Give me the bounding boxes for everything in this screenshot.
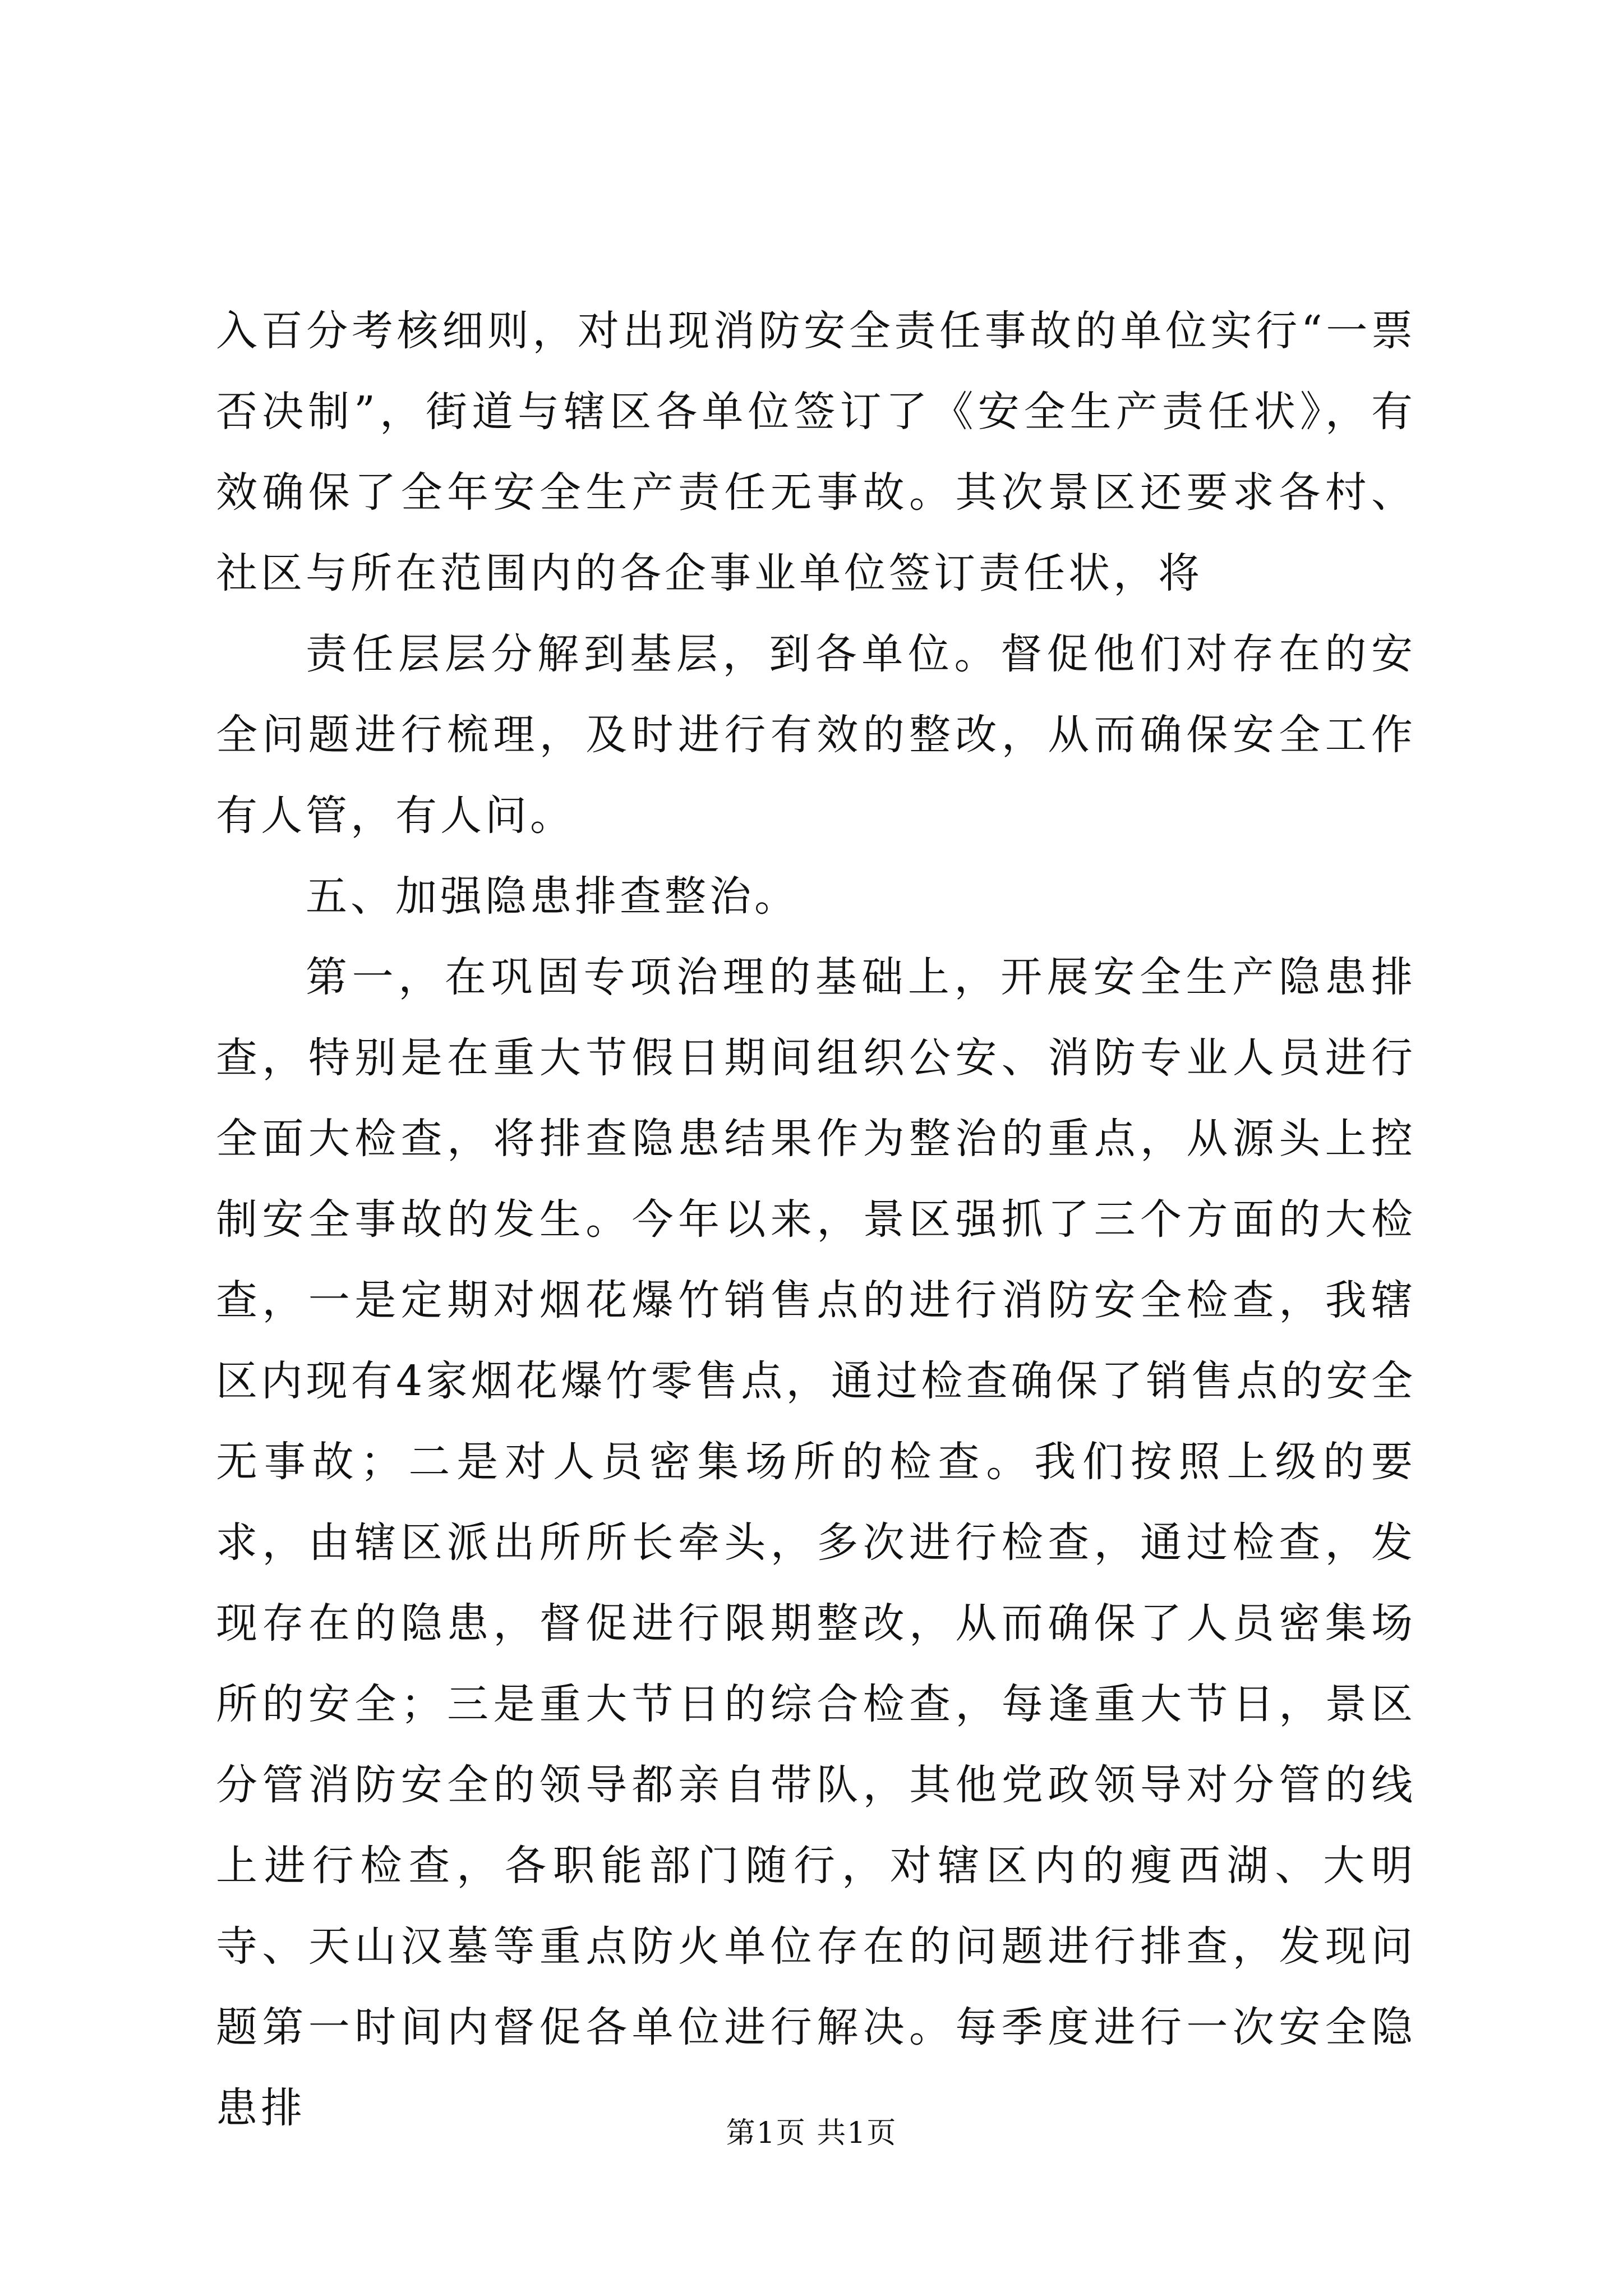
page-footer [0,2114,1623,2153]
section-heading: 五、加强隐患排查整治。 [306,872,799,921]
document-body [216,291,1416,2148]
paragraph-inspection: 第一，在巩固专项治理的基础上，开展安全生产隐患排查，特别是在重大节假日期间组织公安、消防专业人员进行全面大检查，将排查隐患结果作为整治的重点，从源头上控制安全事故的发生。今年以来，景区强抓了三个方面的大检查，一是定期对烟花爆竹销售点的进行消防安全检查，我辖区内现有4家烟花爆竹零售点，通过检查确保了销售点的安全无事故；二是对人员密集场所的检查。我们按照上级的要求，由辖区派出所所长牵头，多次进行检查，通过检查，发现存在的隐患，督促进行限期整改，从而确保了人员密集场所的安全；三是重大节日的综合检查，每逢重大节日，景区分管消防安全的领导都亲自带队，其他党政领导对分管的线上进行检查，各职能部门随行，对辖区内的瘦西湖、大明寺、天山汉墓等重点防火单位存在的问题进行排查，发现问题第一时间内督促各单位进行解决。每季度进行一次安全隐患排 [216,953,1416,2132]
paragraph-responsibility: 责任层层分解到基层，到各单位。督促他们对存在的安全问题进行梳理，及时进行有效的整改，从而确保安全工作有人管，有人问。 [216,630,1416,840]
page-number-label: 第1页 共1页 [726,2116,897,2150]
paragraph-continued: 入百分考核细则，对出现消防安全责任事故的单位实行“一票否决制”，街道与辖区各单位签订了《安全生产责任状》，有效确保了全年安全生产责任无事故。其次景区还要求各村、社区与所在范围内的各企事业单位签订责任状，将 [216,307,1416,597]
